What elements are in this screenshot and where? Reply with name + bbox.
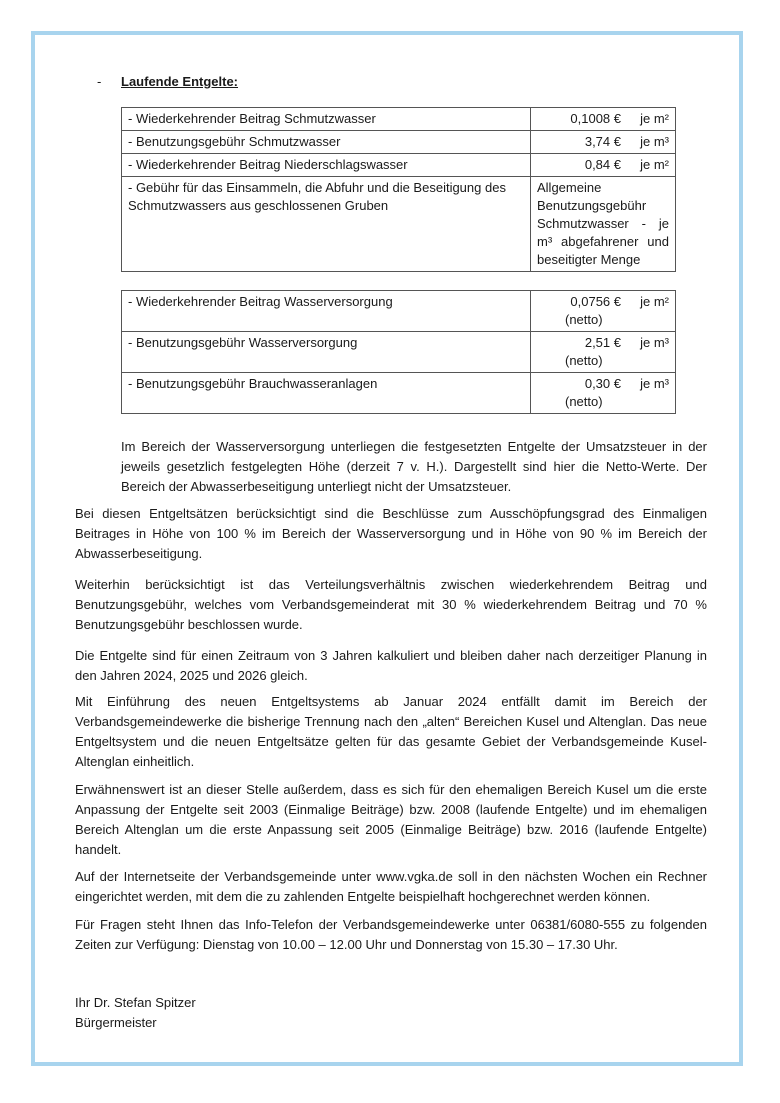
- fee-netto-note: (netto): [565, 353, 603, 368]
- body-paragraph: Mit Einführung des neuen Entgeltsystems ab Januar 2024 entfällt damit im Bereich der Verbandsgemeindewerke die bisherige Trennung nach den „alten“ Bereichen Kusel und Altenglan. Das neue Entgeltsystem und die neuen Entgeltsätze gelten für das gesamte Gebiet der Verbandsgemeinde Kusel-Altenglan einheitlich.: [75, 694, 707, 769]
- fee-value: [531, 373, 676, 414]
- body-paragraph: Weiterhin berücksichtigt ist das Verteilungsverhältnis zwischen wiederkehrendem Beitrag und Benutzungsgebühr, welches vom Verbandsgemeinderat mit 30 % wiederkehrendem Beitrag und 70 % Benutzungsgebühr beschlossen wurde.: [75, 577, 707, 632]
- fee-netto-note: (netto): [565, 312, 603, 327]
- fee-unit: je m³: [640, 335, 669, 350]
- fee-description: - Benutzungsgebühr Wasserversorgung: [122, 332, 531, 373]
- body-paragraph: Für Fragen steht Ihnen das Info-Telefon der Verbandsgemeindewerke unter 06381/6080-555 zu folgenden Zeiten zur Verfügung: Dienstag von 10.00 – 12.00 Uhr und Donnerstag von 15.30 – 17.30 Uhr.: [75, 917, 707, 952]
- fee-value: [531, 154, 676, 177]
- list-dash: -: [97, 74, 102, 89]
- fee-description: - Benutzungsgebühr Brauchwasseranlagen: [122, 373, 531, 414]
- table-row: [122, 154, 676, 177]
- fee-value: [531, 131, 676, 154]
- table-row: [122, 131, 676, 154]
- fees-table-wastewater: [121, 107, 676, 272]
- table-row: [122, 291, 676, 332]
- fees-table-water: [121, 290, 676, 414]
- fee-netto-note: (netto): [565, 394, 603, 409]
- fee-description: - Wiederkehrender Beitrag Wasserversorgung: [122, 291, 531, 332]
- body-paragraph: Auf der Internetseite der Verbandsgemeinde unter www.vgka.de soll in den nächsten Wochen ein Rechner eingerichtet werden, mit dem die zu zahlenden Entgelte beispielhaft hochgerechnet werden können.: [75, 869, 707, 904]
- fee-unit: je m²: [640, 294, 669, 309]
- fee-amount: 3,74 €: [584, 134, 621, 149]
- body-paragraph: Die Entgelte sind für einen Zeitraum von 3 Jahren kalkuliert und bleiben daher nach derzeitiger Planung in den Jahren 2024, 2025 und 2026 gleich.: [75, 648, 707, 683]
- signature-name: Ihr Dr. Stefan Spitzer: [75, 995, 196, 1010]
- fee-value-text: Allgemeine Benutzungsgebühr Schmutzwasser - je m³ abgefahrener und beseitigter Menge: [531, 177, 676, 272]
- fee-description: - Benutzungsgebühr Schmutzwasser: [122, 131, 531, 154]
- fee-description: - Wiederkehrender Beitrag Niederschlagswasser: [122, 154, 531, 177]
- table-row: [122, 177, 676, 272]
- signature-title: Bürgermeister: [75, 1015, 157, 1030]
- fee-value: [531, 291, 676, 332]
- fee-amount: 0,1008 €: [570, 111, 621, 126]
- fee-unit: je m³: [640, 134, 669, 149]
- body-paragraph: Bei diesen Entgeltsätzen berücksichtigt sind die Beschlüsse zum Ausschöpfungsgrad des Einmaligen Beitrages in Höhe von 100 % im Bereich der Wasserversorgung und in Höhe von 90 % im Bereich der Abwasserbeseitigung.: [75, 506, 707, 561]
- fee-unit: je m²: [640, 157, 669, 172]
- table-row: [122, 108, 676, 131]
- fee-description: - Gebühr für das Einsammeln, die Abfuhr und die Beseitigung des Schmutzwassers aus geschlossenen Gruben: [122, 177, 531, 272]
- fee-value: [531, 108, 676, 131]
- fee-amount: 0,0756 €: [570, 294, 621, 309]
- body-paragraph: Erwähnenswert ist an dieser Stelle außerdem, dass es sich für den ehemaligen Bereich Kusel um die erste Anpassung der Entgelte seit 2003 (Einmalige Beiträge) bzw. 2008 (laufende Entgelte) und im ehemaligen Bereich Altenglan um die erste Anpassung seit 2005 (Einmalige Beiträge) bzw. 2016 (laufende Entgelte) handelt.: [75, 782, 707, 857]
- fee-amount: 0,84 €: [584, 157, 621, 172]
- fee-value: [531, 332, 676, 373]
- table-row: [122, 332, 676, 373]
- fee-amount: 0,30 €: [584, 376, 621, 391]
- fee-description: - Wiederkehrender Beitrag Schmutzwasser: [122, 108, 531, 131]
- fee-unit: je m³: [640, 376, 669, 391]
- heading-label: Laufende Entgelte:: [121, 74, 239, 89]
- table-row: [122, 373, 676, 414]
- fee-amount: 2,51 €: [584, 335, 621, 350]
- tax-note-paragraph: Im Bereich der Wasserversorgung unterliegen die festgesetzten Entgelte der Umsatzsteuer in der jeweils gesetzlich festgelegten Höhe (derzeit 7 v. H.). Dargestellt sind hier die Netto-Werte. Der Bereich der Abwasserbeseitigung unterliegt nicht der Umsatzsteuer.: [121, 439, 707, 494]
- fee-unit: je m²: [640, 111, 669, 126]
- section-heading: [97, 74, 238, 89]
